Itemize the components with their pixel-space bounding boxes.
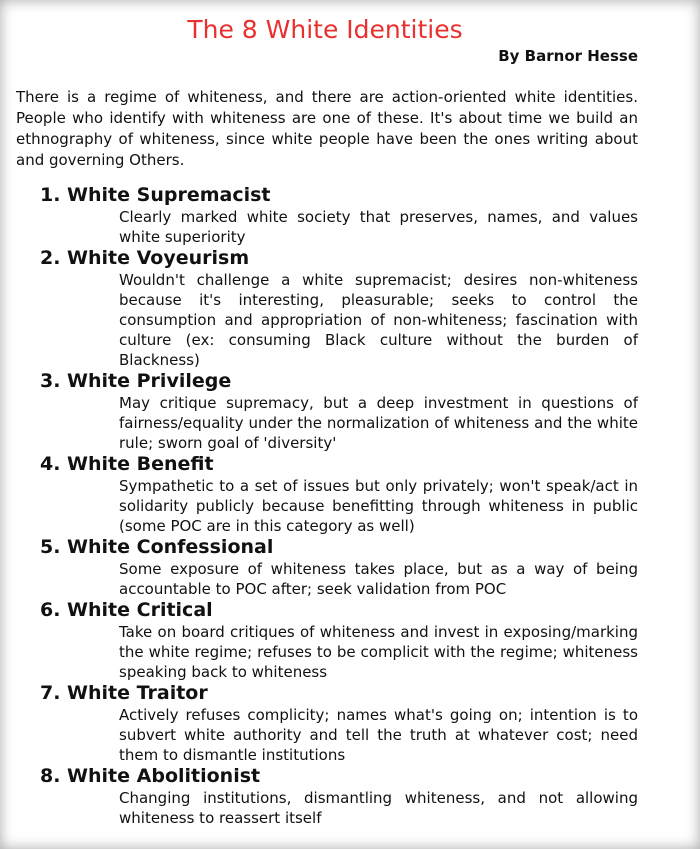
identity-list bbox=[0, 184, 700, 828]
document-title: The 8 White Identities bbox=[187, 15, 463, 44]
identity-item bbox=[0, 370, 700, 453]
identity-item bbox=[0, 599, 700, 682]
author-byline: By Barnor Hesse bbox=[498, 47, 638, 65]
identity-description: Actively refuses complicity; names what's going on; intention is to subvert white authority and tell the truth at whatever cost; need them to dismantle institutions bbox=[119, 706, 638, 764]
identity-description: Wouldn't challenge a white supremacist; desires non-whiteness because it's interesting, pleasurable; seeks to control the consumption and appropriation of non-whiteness; fascination with culture (ex: consuming Black culture without the burden of Blackness) bbox=[119, 271, 638, 369]
identity-item bbox=[0, 184, 700, 247]
identity-heading: 2. White Voyeurism bbox=[40, 247, 250, 269]
identity-description: Take on board critiques of whiteness and invest in exposing/marking the white regime; refuses to be complicit with the regime; whiteness speaking back to whiteness bbox=[119, 623, 638, 681]
identity-description: Some exposure of whiteness takes place, but as a way of being accountable to POC after; seek validation from POC bbox=[119, 560, 638, 598]
identity-heading: 4. White Benefit bbox=[40, 453, 214, 475]
identity-description: Changing institutions, dismantling whiteness, and not allowing whiteness to reassert itself bbox=[119, 789, 638, 827]
identity-heading: 5. White Confessional bbox=[40, 536, 274, 558]
identity-item bbox=[0, 682, 700, 765]
identity-item bbox=[0, 247, 700, 370]
identity-item bbox=[0, 536, 700, 599]
identity-description: Sympathetic to a set of issues but only privately; won't speak/act in solidarity publicly because benefitting through whiteness in public (some POC are in this category as well) bbox=[119, 477, 638, 535]
identity-item bbox=[0, 453, 700, 536]
identity-heading: 6. White Critical bbox=[40, 599, 213, 621]
identity-heading: 7. White Traitor bbox=[40, 682, 208, 704]
intro-paragraph: There is a regime of whiteness, and there are action-oriented white identities. People who identify with whiteness are one of these. It's about time we build an ethnography of whiteness, since white people have been the ones writing about and governing Others. bbox=[16, 88, 638, 169]
identity-description: Clearly marked white society that preserves, names, and values white superiority bbox=[119, 208, 638, 246]
identity-description: May critique supremacy, but a deep investment in questions of fairness/equality under the normalization of whiteness and the white rule; sworn goal of 'diversity' bbox=[119, 394, 638, 452]
identity-heading: 3. White Privilege bbox=[40, 370, 232, 392]
identity-heading: 1. White Supremacist bbox=[40, 184, 271, 206]
identity-heading: 8. White Abolitionist bbox=[40, 765, 261, 787]
identity-item bbox=[0, 765, 700, 828]
